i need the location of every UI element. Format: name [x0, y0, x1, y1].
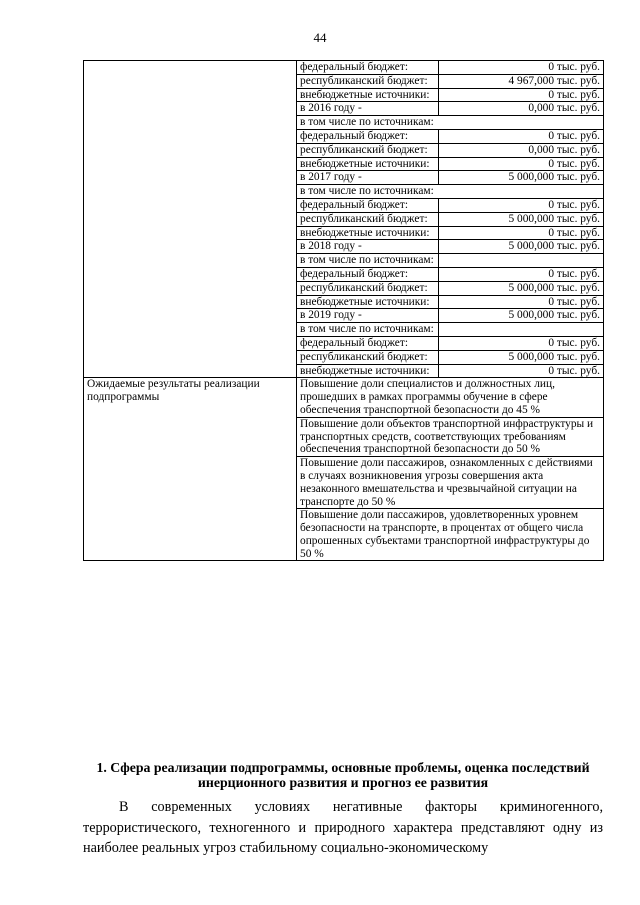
funding-label: внебюджетные источники: — [297, 157, 439, 171]
funding-label: федеральный бюджет: — [297, 267, 439, 281]
funding-value — [439, 254, 604, 268]
funding-value: 0 тыс. руб. — [439, 88, 604, 102]
result-item: Повышение доли пассажиров, удовлетворенных уровнем безопасности на транспорте, в процентах от общего числа опрошенных субъектами транспортной инфраструктуры до 50 % — [297, 509, 604, 561]
funding-value: 0 тыс. руб. — [439, 129, 604, 143]
result-item: Повышение доли специалистов и должностных лиц, прошедших в рамках программы обучение в сфере обеспечения транспортной безопасности до 45 % — [297, 378, 604, 417]
funding-value: 5 000,000 тыс. руб. — [439, 171, 604, 185]
funding-value: 0 тыс. руб. — [439, 226, 604, 240]
funding-label: в том числе по источникам: — [297, 323, 439, 337]
funding-label: в 2017 году - — [297, 171, 439, 185]
funding-value: 0 тыс. руб. — [439, 157, 604, 171]
funding-value: 5 000,000 тыс. руб. — [439, 309, 604, 323]
page-number: 44 — [313, 30, 327, 45]
funding-row — [84, 61, 604, 75]
funding-value: 0 тыс. руб. — [439, 364, 604, 378]
funding-value — [439, 323, 604, 337]
funding-value: 0 тыс. руб. — [439, 295, 604, 309]
funding-label: внебюджетные источники: — [297, 364, 439, 378]
funding-label: республиканский бюджет: — [297, 281, 439, 295]
result-item: Повышение доли объектов транспортной инфраструктуры и транспортных средств, соответствующих требованиям обеспечения транспортной безопасности до 50 % — [297, 417, 604, 456]
funding-value: 0 тыс. руб. — [439, 198, 604, 212]
funding-value: 0,000 тыс. руб. — [439, 102, 604, 116]
results-label: Ожидаемые результаты реализации подпрограммы — [84, 378, 297, 561]
result-row — [84, 378, 604, 417]
funding-left-empty-cell — [84, 61, 297, 378]
funding-value: 5 000,000 тыс. руб. — [439, 281, 604, 295]
passport-table — [83, 60, 604, 561]
funding-label: федеральный бюджет: — [297, 198, 439, 212]
funding-value: 0 тыс. руб. — [439, 267, 604, 281]
section-heading: 1. Сфера реализации подпрограммы, основные проблемы, оценка последствий инерционного развития и прогноз ее развития — [96, 760, 590, 790]
funding-label: в том числе по источникам: — [297, 254, 439, 268]
funding-value: 5 000,000 тыс. руб. — [439, 350, 604, 364]
funding-label: республиканский бюджет: — [297, 74, 439, 88]
funding-label: внебюджетные источники: — [297, 226, 439, 240]
funding-label: внебюджетные источники: — [297, 88, 439, 102]
funding-value: 5 000,000 тыс. руб. — [439, 212, 604, 226]
funding-label: в том числе по источникам: — [297, 116, 604, 130]
funding-label: республиканский бюджет: — [297, 350, 439, 364]
funding-value: 0 тыс. руб. — [439, 336, 604, 350]
funding-label: в 2019 году - — [297, 309, 439, 323]
funding-value: 4 967,000 тыс. руб. — [439, 74, 604, 88]
funding-label: в том числе по источникам: — [297, 185, 604, 199]
funding-label: федеральный бюджет: — [297, 129, 439, 143]
funding-label: республиканский бюджет: — [297, 143, 439, 157]
funding-value: 0 тыс. руб. — [439, 61, 604, 75]
body-paragraph: В современных условиях негативные факторы криминогенного, террористического, техногенного и природного характера представляют одну из наиболее реальных угроз стабильному социально-экономическому — [83, 799, 603, 856]
funding-label: республиканский бюджет: — [297, 212, 439, 226]
funding-label: федеральный бюджет: — [297, 61, 439, 75]
result-item: Повышение доли пассажиров, ознакомленных с действиями в случаях возникновения угрозы совершения акта незаконного вмешательства и чрезвычайной ситуации на транспорте до 50 % — [297, 457, 604, 509]
funding-label: федеральный бюджет: — [297, 336, 439, 350]
funding-value: 5 000,000 тыс. руб. — [439, 240, 604, 254]
funding-label: внебюджетные источники: — [297, 295, 439, 309]
funding-value: 0,000 тыс. руб. — [439, 143, 604, 157]
funding-label: в 2018 году - — [297, 240, 439, 254]
funding-label: в 2016 году - — [297, 102, 439, 116]
